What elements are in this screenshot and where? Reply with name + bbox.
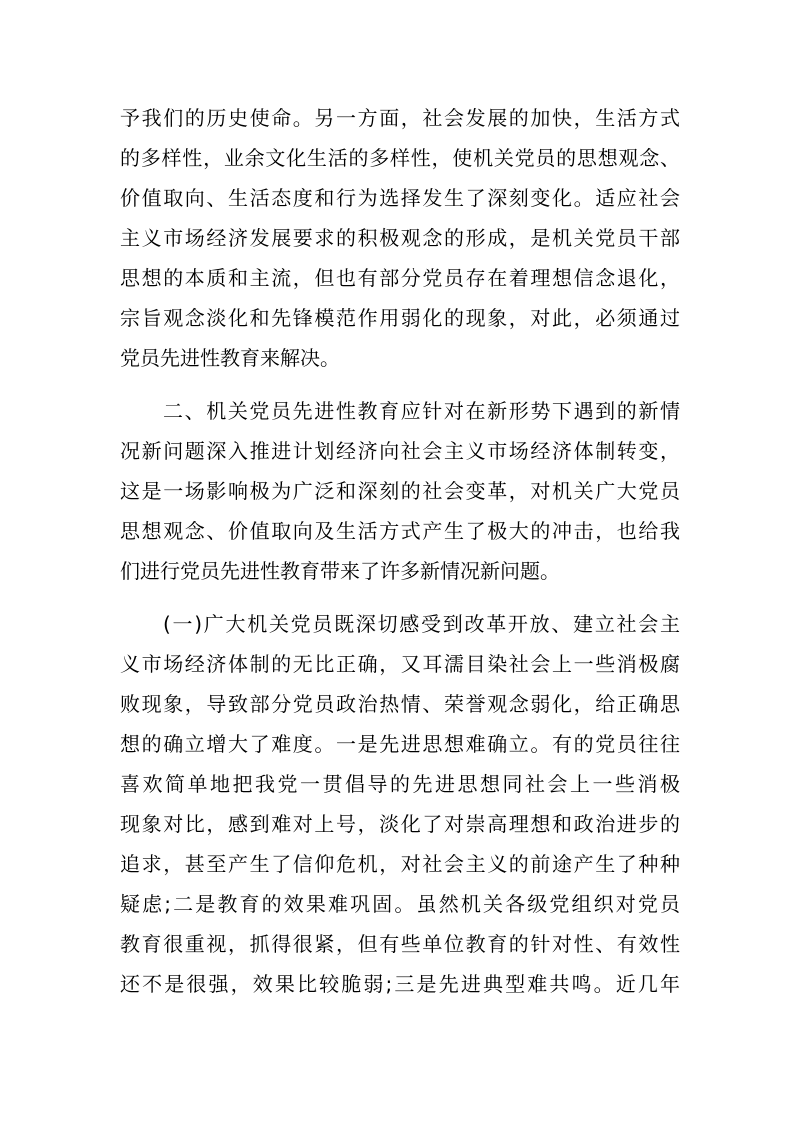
subsection-line: (一)广大机关党员既深切感受到改革开放、建立社会主 bbox=[163, 612, 680, 636]
text-line: 败现象，导致部分党员政治热情、荣誉观念弱化，给正确思 bbox=[120, 692, 680, 716]
text-line: 义市场经济体制的无比正确，又耳濡目染社会上一些消极腐 bbox=[120, 652, 680, 676]
text-line: 思想的本质和主流，但也有部分党员存在着理想信念退化， bbox=[120, 266, 680, 290]
text-line: 予我们的历史使命。另一方面，社会发展的加快，生活方式 bbox=[120, 106, 680, 130]
text-line: 想的确立增大了难度。一是先进思想难确立。有的党员往往 bbox=[120, 732, 680, 756]
text-line: 宗旨观念淡化和先锋模范作用弱化的现象，对此，必须通过 bbox=[120, 306, 680, 330]
text-line: 这是一场影响极为广泛和深刻的社会变革，对机关广大党员 bbox=[120, 479, 680, 503]
text-line: 的多样性，业余文化生活的多样性，使机关党员的思想观念、 bbox=[120, 146, 680, 170]
text-line: 主义市场经济发展要求的积极观念的形成，是机关党员干部 bbox=[120, 226, 680, 250]
text-line: 思想观念、价值取向及生活方式产生了极大的冲击，也给我 bbox=[120, 519, 680, 543]
text-line: 追求，甚至产生了信仰危机，对社会主义的前途产生了种种 bbox=[120, 852, 680, 876]
text-line: 喜欢简单地把我党一贯倡导的先进思想同社会上一些消极 bbox=[120, 772, 680, 796]
section-heading-line: 二、机关党员先进性教育应针对在新形势下遇到的新情 bbox=[163, 399, 680, 423]
text-line: 还不是很强，效果比较脆弱;三是先进典型难共鸣。近几年 bbox=[120, 972, 680, 996]
text-line: 疑虑;二是教育的效果难巩固。虽然机关各级党组织对党员 bbox=[120, 892, 680, 916]
text-line: 们进行党员先进性教育带来了许多新情况新问题。 bbox=[120, 559, 560, 583]
text-line: 况新问题深入推进计划经济向社会主义市场经济体制转变， bbox=[120, 439, 680, 463]
text-line: 价值取向、生活态度和行为选择发生了深刻变化。适应社会 bbox=[120, 186, 680, 210]
text-line: 教育很重视，抓得很紧，但有些单位教育的针对性、有效性 bbox=[120, 932, 680, 956]
text-line: 党员先进性教育来解决。 bbox=[120, 346, 340, 370]
text-line: 现象对比，感到难对上号，淡化了对崇高理想和政治进步的 bbox=[120, 812, 680, 836]
